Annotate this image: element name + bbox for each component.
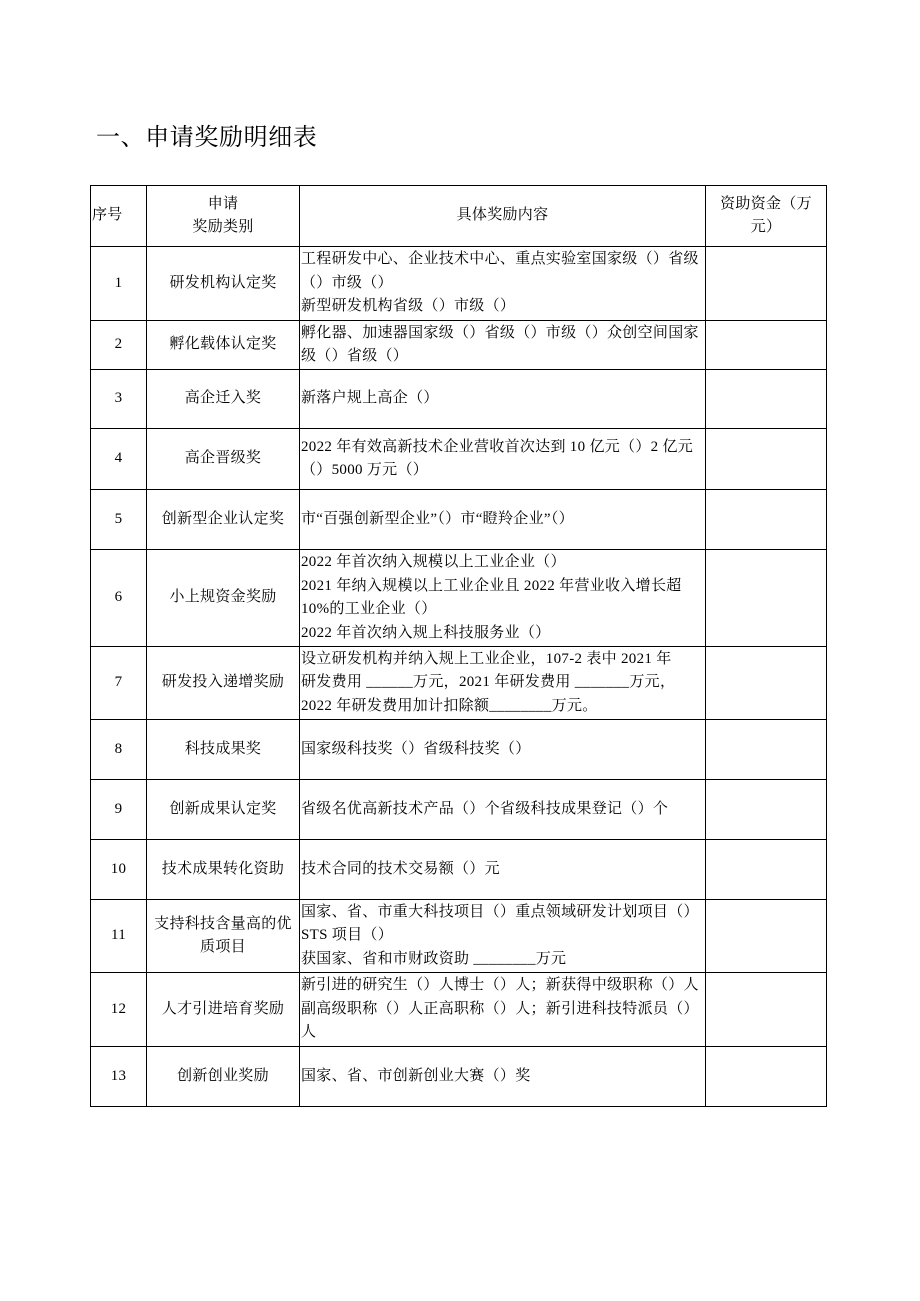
row-content-line: 设立研发机构并纳入规上工业企业，107-2 表中 2021 年 — [301, 650, 672, 667]
row-content — [300, 490, 706, 550]
page-title: 一、申请奖励明细表 — [96, 125, 318, 151]
row-category-line: 高企迁入奖 — [184, 390, 262, 407]
row-funding-cell — [706, 550, 827, 647]
table-row — [91, 321, 827, 370]
row-content-line: 研发费用 ______万元，2021 年研发费用 _______万元， — [301, 674, 676, 691]
header-funding — [706, 186, 827, 247]
table-row — [91, 550, 827, 647]
row-content-line: 2022 年首次纳入规上科技服务业（） — [301, 624, 551, 641]
row-funding-cell — [706, 247, 827, 321]
table-row — [91, 370, 827, 429]
table-row — [91, 247, 827, 321]
row-content-line: 技术合同的技术交易额（）元 — [301, 860, 500, 877]
row-category-line: 高企晋级奖 — [184, 450, 262, 467]
row-funding-cell — [706, 321, 827, 370]
row-content — [300, 840, 706, 900]
row-funding-cell — [706, 780, 827, 840]
header-category-line: 申请 — [207, 195, 239, 212]
row-content-line: 人 — [301, 1024, 317, 1041]
row-index: 11 — [91, 900, 147, 973]
table-row — [91, 840, 827, 900]
row-category — [147, 550, 300, 647]
row-content-line: 国家、省、市创新创业大赛（）奖 — [301, 1067, 531, 1084]
row-category-line: 研发投入递增奖励 — [161, 674, 285, 691]
row-index: 6 — [91, 550, 147, 647]
row-content-line: 获国家、省和市财政资助 ________万元 — [301, 950, 567, 967]
row-index: 13 — [91, 1047, 147, 1107]
row-content-line: STS 项目（） — [301, 927, 393, 944]
table-row — [91, 1047, 827, 1107]
row-content — [300, 647, 706, 720]
row-index: 4 — [91, 429, 147, 490]
row-category-line: 人才引进培育奖励 — [161, 1000, 285, 1017]
row-funding-cell — [706, 647, 827, 720]
row-category — [147, 720, 300, 780]
table-body — [91, 247, 827, 1107]
table-row — [91, 720, 827, 780]
row-category-line: 创新创业奖励 — [177, 1067, 269, 1084]
row-content-line: 市“百强创新型企业”（）市“瞪羚企业”（） — [301, 510, 574, 527]
row-content — [300, 550, 706, 647]
table-row — [91, 973, 827, 1047]
table-row — [91, 647, 827, 720]
header-funding-line: 元） — [750, 219, 782, 235]
row-index: 8 — [91, 720, 147, 780]
row-content-line: 新引进的研究生（）人博士（）人；新获得中级职称（）人 — [301, 977, 699, 994]
row-content-line: （）5000 万元（） — [301, 462, 429, 478]
row-index: 3 — [91, 370, 147, 429]
row-funding-cell — [706, 900, 827, 973]
row-content — [300, 1047, 706, 1107]
row-category — [147, 247, 300, 321]
row-funding-cell — [706, 370, 827, 429]
row-category — [147, 321, 300, 370]
row-content-line: 副高级职称（）人正高职称（）人；新引进科技特派员（） — [301, 1000, 699, 1017]
row-content-line: 工程研发中心、企业技术中心、重点实验室国家级（）省级 — [301, 251, 699, 268]
award-detail-table — [90, 185, 827, 1107]
row-content-line: 10%的工业企业（） — [301, 601, 437, 617]
header-content: 具体奖励内容 — [300, 186, 706, 247]
row-category-line: 支持科技含量高的优 — [154, 915, 292, 932]
header-funding-line: 资助资金（万 — [720, 195, 812, 212]
row-content-line: 新型研发机构省级（）市级（） — [301, 298, 516, 315]
row-category — [147, 900, 300, 973]
row-category-line: 质项目 — [200, 939, 246, 955]
row-category-line: 技术成果转化资助 — [161, 860, 285, 877]
row-funding-cell — [706, 490, 827, 550]
row-funding-cell — [706, 429, 827, 490]
row-content — [300, 900, 706, 973]
row-content — [300, 321, 706, 370]
table-row — [91, 429, 827, 490]
row-category — [147, 840, 300, 900]
row-content-line: 级（）省级（） — [301, 348, 409, 364]
row-category-line: 创新成果认定奖 — [169, 800, 277, 817]
row-category — [147, 1047, 300, 1107]
table-row — [91, 490, 827, 550]
row-content — [300, 247, 706, 321]
row-content — [300, 973, 706, 1047]
row-index: 10 — [91, 840, 147, 900]
row-funding-cell — [706, 720, 827, 780]
row-category-line: 科技成果奖 — [184, 740, 262, 757]
header-row — [91, 186, 827, 247]
row-index: 7 — [91, 647, 147, 720]
table-header — [91, 186, 827, 247]
row-content-line: 2022 年首次纳入规模以上工业企业（） — [301, 554, 566, 570]
row-funding-cell — [706, 973, 827, 1047]
row-content-line: 2022 年研发费用加计扣除额________万元。 — [301, 697, 598, 714]
row-content — [300, 370, 706, 429]
header-category-line: 奖励类别 — [192, 219, 254, 235]
header-category — [147, 186, 300, 247]
row-category — [147, 647, 300, 720]
row-content-line: （）市级（） — [301, 274, 393, 291]
row-category-line: 研发机构认定奖 — [169, 274, 277, 291]
row-category — [147, 973, 300, 1047]
row-index: 9 — [91, 780, 147, 840]
row-category-line: 创新型企业认定奖 — [161, 510, 285, 527]
row-content-line: 省级名优高新技术产品（）个省级科技成果登记（）个 — [301, 800, 669, 817]
row-content-line: 2022 年有效高新技术企业营收首次达到 10 亿元（）2 亿元 — [301, 438, 694, 455]
row-index: 5 — [91, 490, 147, 550]
row-content-line: 国家级科技奖（）省级科技奖（） — [301, 740, 531, 757]
row-category — [147, 370, 300, 429]
row-content-line: 2021 年纳入规模以上工业企业且 2022 年营业收入增长超 — [301, 577, 682, 594]
table-row — [91, 780, 827, 840]
row-content-line: 新落户规上高企（） — [301, 390, 439, 407]
row-category — [147, 490, 300, 550]
row-index: 2 — [91, 321, 147, 370]
row-content-line: 国家、省、市重大科技项目（）重点领域研发计划项目（） — [301, 903, 699, 920]
row-index: 1 — [91, 247, 147, 321]
row-content-line: 孵化器、加速器国家级（）省级（）市级（）众创空间国家 — [301, 324, 699, 341]
row-category — [147, 780, 300, 840]
row-content — [300, 720, 706, 780]
row-funding-cell — [706, 1047, 827, 1107]
row-content — [300, 429, 706, 490]
row-category-line: 孵化载体认定奖 — [169, 336, 277, 353]
table-row — [91, 900, 827, 973]
row-category-line: 小上规资金奖励 — [169, 589, 277, 606]
row-content — [300, 780, 706, 840]
row-category — [147, 429, 300, 490]
header-index: 序号 — [91, 186, 147, 247]
row-funding-cell — [706, 840, 827, 900]
row-index: 12 — [91, 973, 147, 1047]
